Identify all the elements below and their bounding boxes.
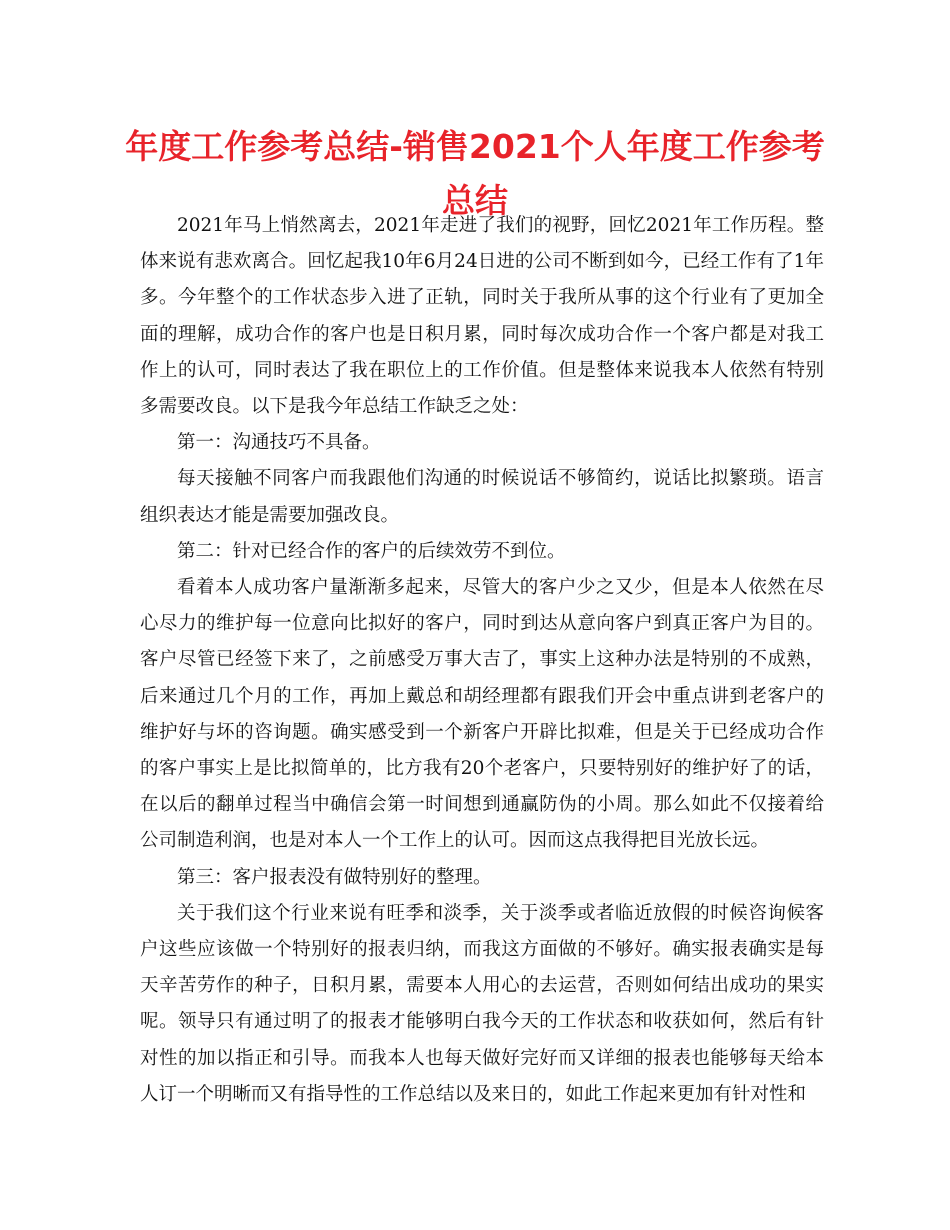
document-title: 年度工作参考总结-销售2021个人年度工作参考总结: [125, 127, 825, 220]
paragraph-point-two-heading: 第二：针对已经合作的客户的后续效劳不到位。: [177, 540, 566, 562]
paragraph-point-one-heading: 第一：沟通技巧不具备。: [177, 432, 381, 454]
paragraph-point-two-body: 看着本人成功客户量渐渐多起来，尽管大的客户少之又少，但是本人依然在尽心尽力的维护每一位意向比拟好的客户，同时到达从意向客户到真正客户为目的。客户尽管已经签下来了，之前感受万事大吉了，事实上这种办法是特别的不成熟，后来通过几个月的工作，再加上戴总和胡经理都有跟我们开会中重点讲到老客户的维护好与坏的咨询题。确实感受到一个新客户开辟比拟难，但是关于已经成功合作的客户事实上是比拟简单的，比方我有20个老客户，只要特别好的维护好了的话，在以后的翻单过程当中确信会第一时间想到通赢防伪的小周。那么如此不仅接着给公司制造利润，也是对本人一个工作上的认可。因而这点我得把目光放长远。: [140, 577, 824, 852]
paragraph-point-three-body: 关于我们这个行业来说有旺季和淡季，关于淡季或者临近放假的时候咨询候客户这些应该做一个特别好的报表归纳，而我这方面做的不够好。确实报表确实是每天辛苦劳作的种子，日积月累，需要本人用心的去运营，否则如何结出成功的果实呢。领导只有通过明了的报表才能够明白我今天的工作状态和收获如何，然后有针对性的加以指正和引导。而我本人也每天做好完好而又详细的报表也能够每天给本人订一个明晰而又有指导性的工作总结以及来日的，如此工作起来更加有针对性和: [140, 902, 824, 1105]
paragraph-point-one-body: 每天接触不同客户而我跟他们沟通的时候说话不够简约，说话比拟繁琐。语言组织表达才能是需要加强改良。: [140, 468, 824, 526]
document-body: [140, 208, 824, 1113]
paragraph-intro: 2021年马上悄然离去，2021年走进了我们的视野，回忆2021年工作历程。整体来说有悲欢离合。回忆起我10年6月24日进的公司不断到如今，已经工作有了1年多。今年整个的工作状态步入进了正轨，同时关于我所从事的这个行业有了更加全面的理解，成功合作的客户也是日积月累，同时每次成功合作一个客户都是对我工作上的认可，同时表达了我在职位上的工作价值。但是整体来说我本人依然有特别多需要改良。以下是我今年总结工作缺乏之处：: [140, 215, 824, 418]
paragraph-point-three-heading: 第三：客户报表没有做特别好的整理。: [177, 866, 492, 888]
